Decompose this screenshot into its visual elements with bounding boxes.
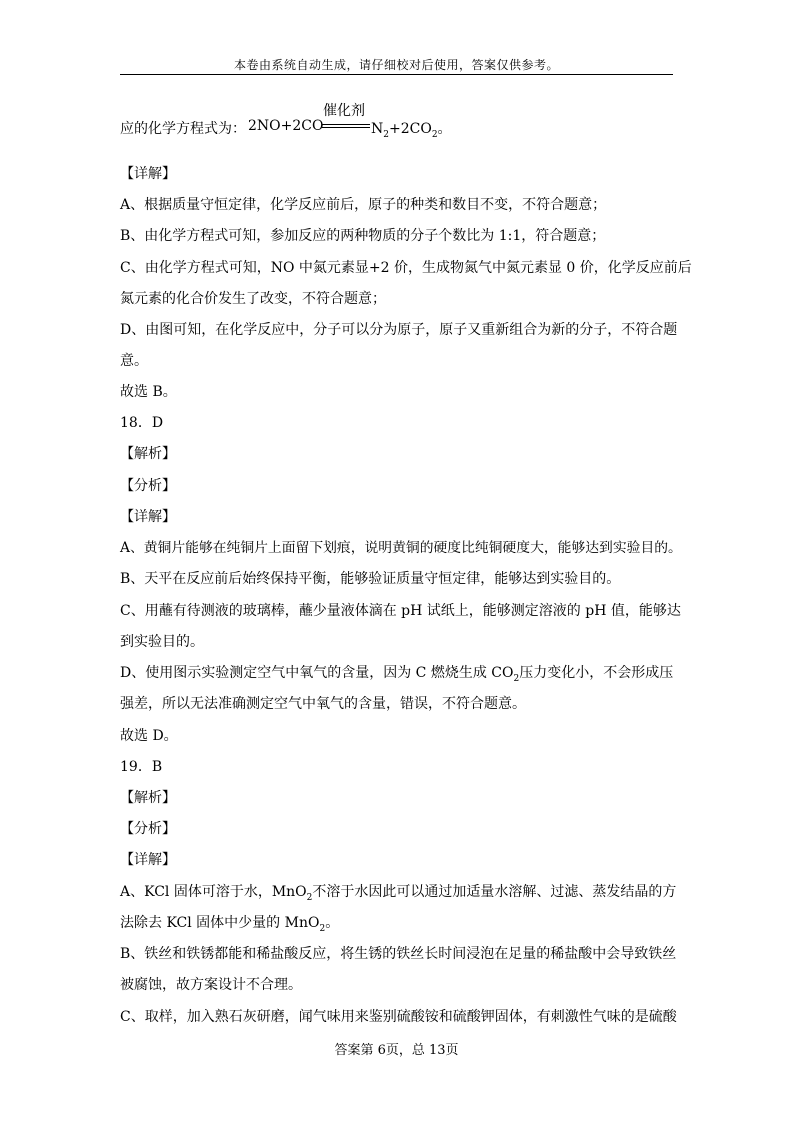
q19-option-b-line1: B、铁丝和铁锈都能和稀盐酸反应，将生锈的铁丝长时间浸泡在足量的稀盐酸中会导致铁丝: [120, 946, 677, 962]
q18-d1-subscript: 2: [513, 673, 520, 684]
q19-a2-pre: 法除去 KCl 固体中少量的 MnO: [120, 915, 320, 931]
page-footer: 答案第 6页，总 13页: [334, 1043, 459, 1058]
equation-reactants: 2NO+2CO: [248, 118, 324, 134]
equation-prefix: 应的化学方程式为：: [120, 121, 246, 137]
q18-detail-heading: 【详解】: [120, 509, 176, 525]
q18-option-d-line1: [120, 664, 673, 688]
q19-a2-post: 。: [325, 915, 340, 931]
product-n-subscript: 2: [383, 129, 389, 140]
q18-fenxi-heading: 【分析】: [120, 478, 176, 494]
q19-option-c-line1: C、取样，加入熟石灰研磨，闻气味用来鉴别硫酸铵和硫酸钾固体，有刺激性气味的是硫酸: [120, 1009, 677, 1025]
equation-catalyst: 催化剂: [323, 103, 365, 119]
q18-choice: 故选 D。: [120, 728, 178, 744]
q17-option-b: B、由化学方程式可知，参加反应的两种物质的分子个数比为 1:1，符合题意；: [120, 228, 606, 244]
q19-option-b-line2: 被腐蚀，故方案设计不合理。: [120, 977, 302, 993]
q17-choice: 故选 B。: [120, 384, 177, 400]
q18-number: 18．D: [120, 415, 164, 431]
q19-option-a-line1: [120, 883, 676, 907]
q18-option-c-line1: C、用蘸有待测液的玻璃棒，蘸少量液体滴在 pH 试纸上，能够测定溶液的 pH 值，能够达: [120, 603, 681, 619]
q19-a2-subscript: 2: [319, 923, 326, 934]
q18-d1-pre: D、使用图示实验测定空气中氧气的含量，因为 C 燃烧生成 CO: [120, 665, 514, 681]
q18-option-d-line2: 强差，所以无法准确测定空气中氧气的含量，错误，不符合题意。: [120, 696, 526, 712]
q18-option-c-line2: 到实验目的。: [120, 634, 204, 650]
q19-fenxi-heading: 【分析】: [120, 821, 176, 837]
product-n: N: [371, 121, 384, 137]
q19-detail-heading: 【详解】: [120, 852, 176, 868]
q17-option-d-line1: D、由图可知，在化学反应中，分子可以分为原子，原子又重新组合为新的分子，不符合题: [120, 322, 678, 338]
q18-option-b: B、天平在反应前后始终保持平衡，能够验证质量守恒定律，能够达到实验目的。: [120, 571, 621, 587]
product-co-subscript: 2: [431, 129, 438, 140]
equation-end: 。: [437, 121, 452, 137]
q19-a1-pre: A、KCl 固体可溶于水，MnO: [120, 884, 307, 900]
product-co: +2CO: [388, 121, 432, 137]
equation-arrow-line: [322, 127, 370, 128]
header-divider: [120, 74, 673, 75]
q19-number: 19．B: [120, 759, 163, 775]
q17-detail-heading: 【详解】: [120, 166, 176, 182]
q18-option-a: A、黄铜片能够在纯铜片上面留下划痕，说明黄铜的硬度比纯铜硬度大，能够达到实验目的。: [120, 540, 682, 556]
equation-arrow-line: [322, 124, 370, 125]
page-header: 本卷由系统自动生成，请仔细校对后使用，答案仅供参考。: [233, 58, 559, 72]
q19-analysis-heading: 【解析】: [120, 790, 176, 806]
q18-d1-post: 压力变化小，不会形成压: [519, 665, 674, 681]
q19-a1-post: 不溶于水因此可以通过加适量水溶解、过滤、蒸发结晶的方: [312, 884, 677, 900]
q17-option-d-line2: 意。: [120, 353, 148, 369]
q19-a1-subscript: 2: [306, 892, 313, 903]
q18-analysis-heading: 【解析】: [120, 446, 176, 462]
q17-option-c-line1: C、由化学方程式可知，NO 中氮元素显+2 价，生成物氮气中氮元素显 0 价，化学反应前后: [120, 260, 692, 276]
q17-option-c-line2: 氮元素的化合价发生了改变，不符合题意；: [120, 291, 386, 307]
equation-products: [371, 118, 452, 140]
q17-option-a: A、根据质量守恒定律，化学反应前后，原子的种类和数目不变，不符合题意；: [120, 197, 607, 213]
q19-option-a-line2: [120, 914, 339, 938]
